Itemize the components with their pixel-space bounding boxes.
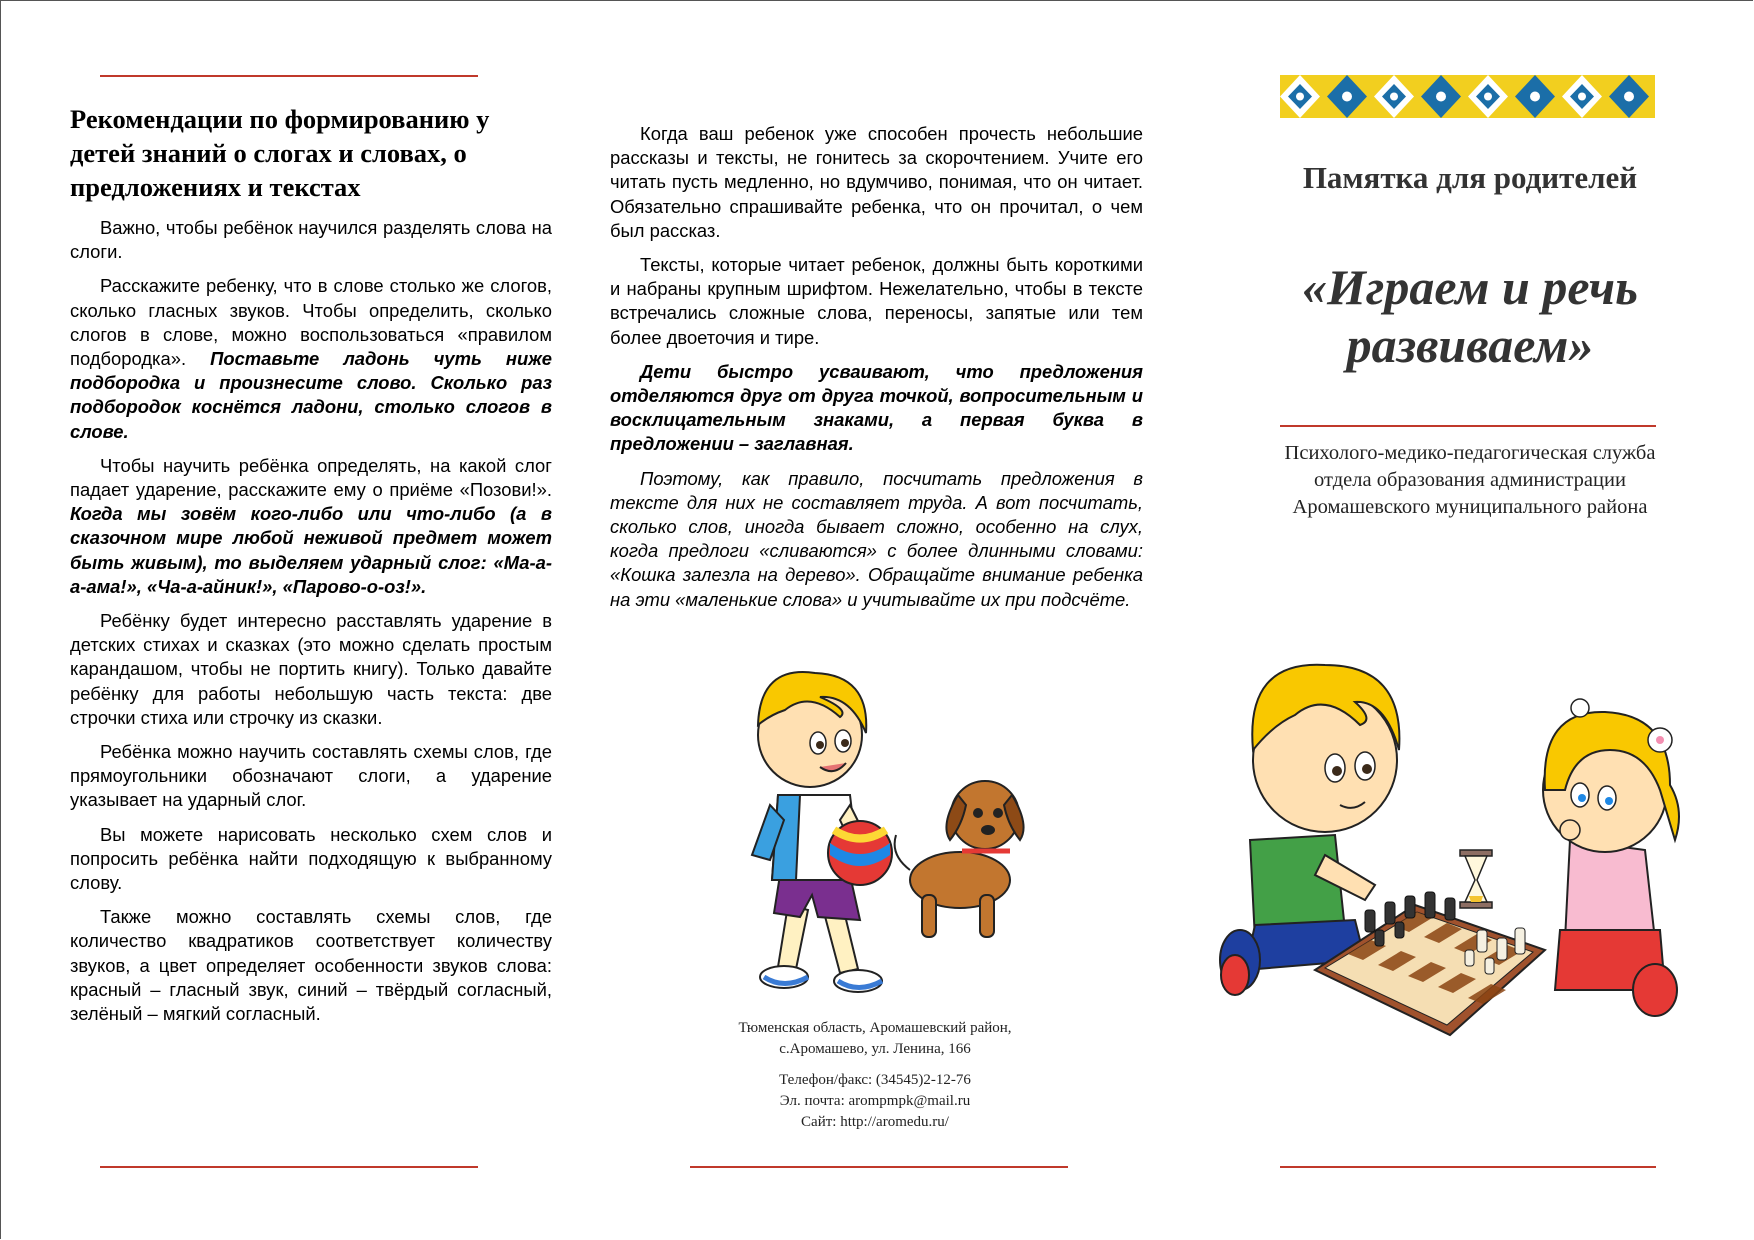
chin-rule-emphasis: Поставьте ладонь чуть ниже подбородка и произнесите слово. Сколько раз подбородок коснётся ладони, столько слогов в слове. bbox=[70, 348, 552, 442]
phone-fax: Телефон/факс: (34545)2-12-76 bbox=[779, 1072, 971, 1088]
recommendations-heading: Рекомендации по формированию у детей знаний о слогах и словах, о предложениях и текстах bbox=[70, 104, 490, 202]
middle-column bbox=[610, 122, 1143, 622]
stress-text: Чтобы научить ребёнка определять, на какой слог падает ударение, расскажите ему о приёме «Позови!». bbox=[70, 454, 552, 501]
top-rule-left bbox=[100, 75, 478, 77]
organization-block bbox=[1230, 440, 1710, 521]
paragraph-reading: Когда ваш ребенок уже способен прочесть небольшие рассказы и тексты, не гонитесь за скорочтением. Учите его читать пусть медленно, но вдумчиво, понимая, что он читает. Обязательно спрашивайте ребенка, что он прочитал, о чем был рассказ. bbox=[610, 123, 1143, 241]
paragraph-texts: Тексты, которые читает ребенок, должны быть короткими и набраны крупным шрифтом. Нежелательно, чтобы в тексте встречались сложные слова, переносы, запятые или тем более двоеточия и тире. bbox=[610, 254, 1143, 348]
bottom-rule-middle bbox=[690, 1166, 1068, 1168]
organization-line-2: отдела образования администрации bbox=[1314, 469, 1626, 491]
paragraph-draw-schemes: Вы можете нарисовать несколько схем слов и попросить ребёнка найти подходящую к выбранному слову. bbox=[70, 823, 552, 894]
paragraph-counting: Поэтому, как правило, посчитать предложения в тексте для них не составляет труда. А вот посчитать, сколько слов, иногда бывает сложно, особенно на слух, когда предлоги «сливаются» с более длинными словами: «Кошка залезла на дерево». Обращайте внимание ребенка на эти «маленькие слова» и учитывайте их при подсчёте. bbox=[610, 467, 1143, 610]
organization-line-1: Психолого-медико-педагогическая служба bbox=[1284, 442, 1656, 464]
bottom-rule-right bbox=[1280, 1166, 1656, 1168]
boy-with-ball-and-puppy-illustration bbox=[700, 655, 1040, 1010]
organization-line-3: Аромашевского муниципального района bbox=[1292, 496, 1648, 518]
title-line-2: развиваем» bbox=[1346, 317, 1594, 373]
website-link[interactable]: Сайт: http://aromedu.ru/ bbox=[801, 1114, 949, 1130]
address-line-1: Тюменская область, Аромашевский район, bbox=[738, 1020, 1012, 1036]
ornament-band bbox=[1280, 75, 1655, 118]
brochure-title bbox=[1230, 258, 1710, 374]
paragraph-stress bbox=[70, 454, 552, 599]
paragraph-syllables: Важно, чтобы ребёнок научился разделять слова на слоги. bbox=[70, 217, 552, 263]
left-column bbox=[70, 102, 552, 1036]
paragraph-sound-schemes: Также можно составлять схемы слов, где количество квадратиков соответствует количеству звуков, а цвет определяет особенности звуков слова: красный – гласный звук, синий – твёрдый согласный, зелёный – мягкий согласный. bbox=[70, 906, 552, 1025]
chin-rule-text: Расскажите ребенку, что в слове столько же слогов, сколько гласных звуков. Чтобы определить, сколько слогов в слове, можно воспользоваться «правилом подбородка». bbox=[70, 275, 552, 370]
address-line-2: с.Аромашево, ул. Ленина, 166 bbox=[779, 1041, 971, 1057]
children-playing-chess-illustration bbox=[1215, 640, 1695, 1060]
bottom-rule-left bbox=[100, 1166, 478, 1168]
paragraph-word-schemes: Ребёнка можно научить составлять схемы слов, где прямоугольники обозначают слоги, а ударение указывает на ударный слог. bbox=[70, 741, 552, 811]
contacts-block bbox=[640, 1018, 1110, 1133]
memo-heading: Памятка для родителей bbox=[1302, 160, 1638, 195]
email-address[interactable]: Эл. почта: arompmpk@mail.ru bbox=[779, 1093, 971, 1109]
paragraph-poems: Ребёнку будет интересно расставлять ударение в детских стихах и сказках (это можно сделать простым карандашом, чтобы не портить книгу). Только давайте ребёнку для работы небольшую часть текста: две строчки стиха или строчку из сказки. bbox=[70, 610, 552, 728]
paragraph-sentences: Дети быстро усваивают, что предложения отделяются друг от друга точкой, вопросительным и восклицательным знаками, а первая буква в предложении – заглавная. bbox=[610, 360, 1143, 455]
paragraph-chin-rule bbox=[70, 274, 552, 443]
divider-right-top bbox=[1280, 425, 1656, 427]
stress-emphasis: Когда мы зовём кого-либо или что-либо (а в сказочном мире любой неживой предмет может быть живым), то выделяем ударный слог: «Ма-а-а-ама!», «Ча-а-айник!», «Парово-о-оз!». bbox=[70, 503, 552, 597]
title-line-1: «Играем и речь bbox=[1302, 259, 1638, 315]
